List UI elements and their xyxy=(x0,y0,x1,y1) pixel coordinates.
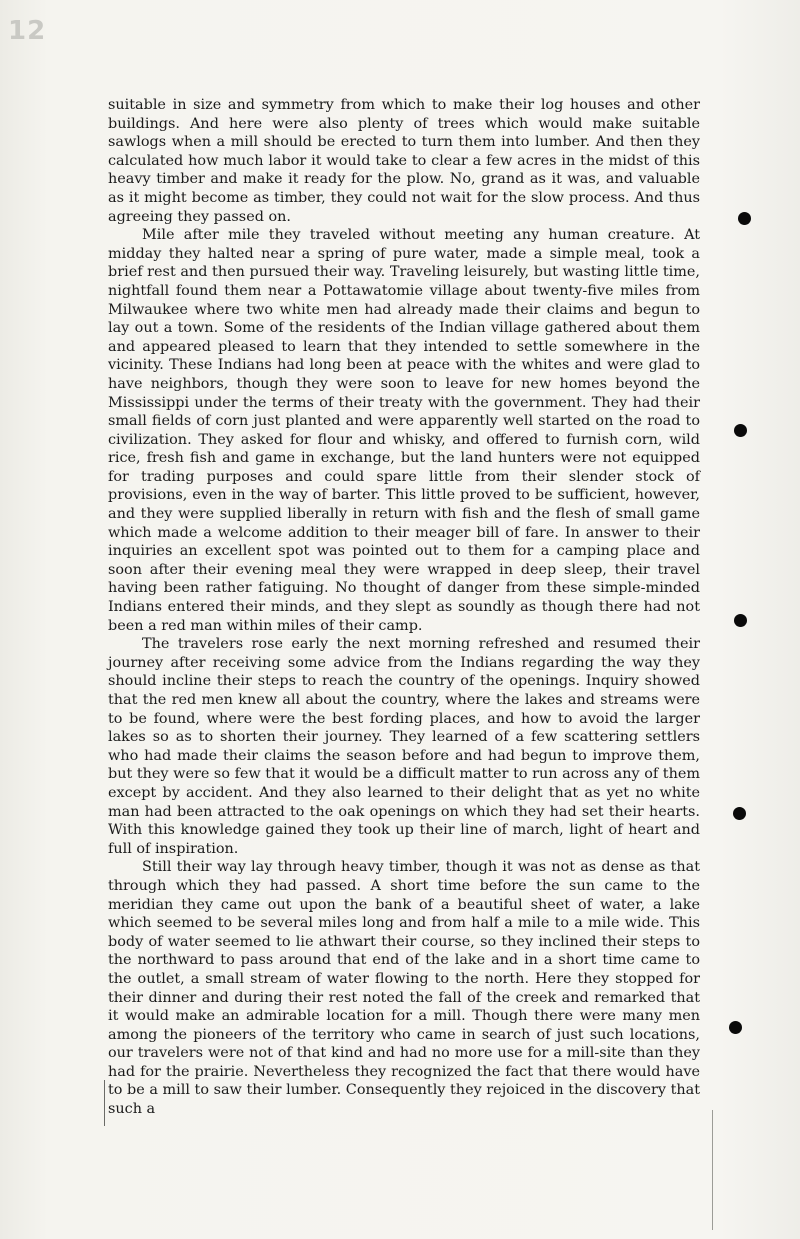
binder-hole xyxy=(729,1021,742,1034)
binder-hole xyxy=(738,212,751,225)
binder-hole xyxy=(734,424,747,437)
page-number: 12 xyxy=(8,16,47,46)
paragraph-morning: The travelers rose early the next morning refreshed and resumed their journey after receiving some advice from the Indians regarding the way they should incline their steps to reach the country of the openings. Inquiry showed that the red men knew all about the country, where the lakes and streams were to be found, where were the best fording places, and how to avoid the larger lakes so as to shorten their journey. They learned of a few scattering settlers who had made their claims the season before and had begun to improve them, but they were so few that it would be a difficult matter to run across any of them except by accident. And they also learned to their delight that as yet no white man had been attracted to the oak openings on which they had set their hearts. With this knowledge gained they took up their line of march, light of heart and full of inspiration. xyxy=(108,636,700,857)
paragraph-journey: Mile after mile they traveled without meeting any human creature. At midday they halted near a spring of pure water, made a simple meal, took a brief rest and then pursued their way. Traveling leisurely, but wasting little time, nightfall found them near a Pottawatomie village about twenty-five miles from Milwaukee where two white men had already made their claims and begun to lay out a town. Some of the residents of the Indian village gathered about them and appeared pleased to learn that they intended to settle somewhere in the vicinity. These Indians had long been at peace with the whites and were glad to have neighbors, though they were soon to leave for new homes beyond the Mississippi under the terms of their treaty with the government. They had their small fields of corn just planted and were apparently well started on the road to civilization. They asked for flour and whisky, and offered to furnish corn, wild rice, fresh fish and game in exchange, but the land hunters were not equipped for trading purposes and could spare little from their slender stock of provisions, even in the way of barter. This little proved to be sufficient, however, and they were supplied liberally in return with fish and the flesh of small game which made a welcome addition to their meager bill of fare. In answer to their inquiries an excellent spot was pointed out to them for a camping place and soon after their evening meal they were wrapped in deep sleep, their travel having been rather fatiguing. No thought of danger from these simple-minded Indians entered their minds, and they slept as soundly as though there had not been a red man within miles of their camp. xyxy=(108,227,700,634)
margin-mark xyxy=(104,1080,105,1126)
page-edge-line xyxy=(712,1110,713,1230)
paragraph-continuation: suitable in size and symmetry from which to make their log houses and other buildings. And here were also plenty of trees which would make suitable sawlogs when a mill should be erected to turn them into lumber. And then they calculated how much labor it would take to clear a few acres in the midst of this heavy timber and make it ready for the plow. No, grand as it was, and valuable as it might become as timber, they could not wait for the slow process. And thus agreeing they passed on. xyxy=(108,97,700,225)
body-text xyxy=(108,96,700,1119)
paragraph-lake: Still their way lay through heavy timber, though it was not as dense as that through which they had passed. A short time before the sun came to the meridian they came out upon the bank of a beautiful sheet of water, a lake which seemed to be several miles long and from half a mile to a mile wide. This body of water seemed to lie athwart their course, so they inclined their steps to the northward to pass around that end of the lake and in a short time came to the outlet, a small stream of water flowing to the north. Here they stopped for their dinner and during their rest noted the fall of the creek and remarked that it would make an admirable location for a mill. Though there were many men among the pioneers of the territory who came in search of just such locations, our travelers were not of that kind and had no more use for a mill-site than they had for the prairie. Nevertheless they recognized the fact that there would have to be a mill to saw their lumber. Consequently they rejoiced in the discovery that such a xyxy=(108,859,700,1118)
binder-hole xyxy=(733,807,746,820)
binder-hole xyxy=(734,614,747,627)
